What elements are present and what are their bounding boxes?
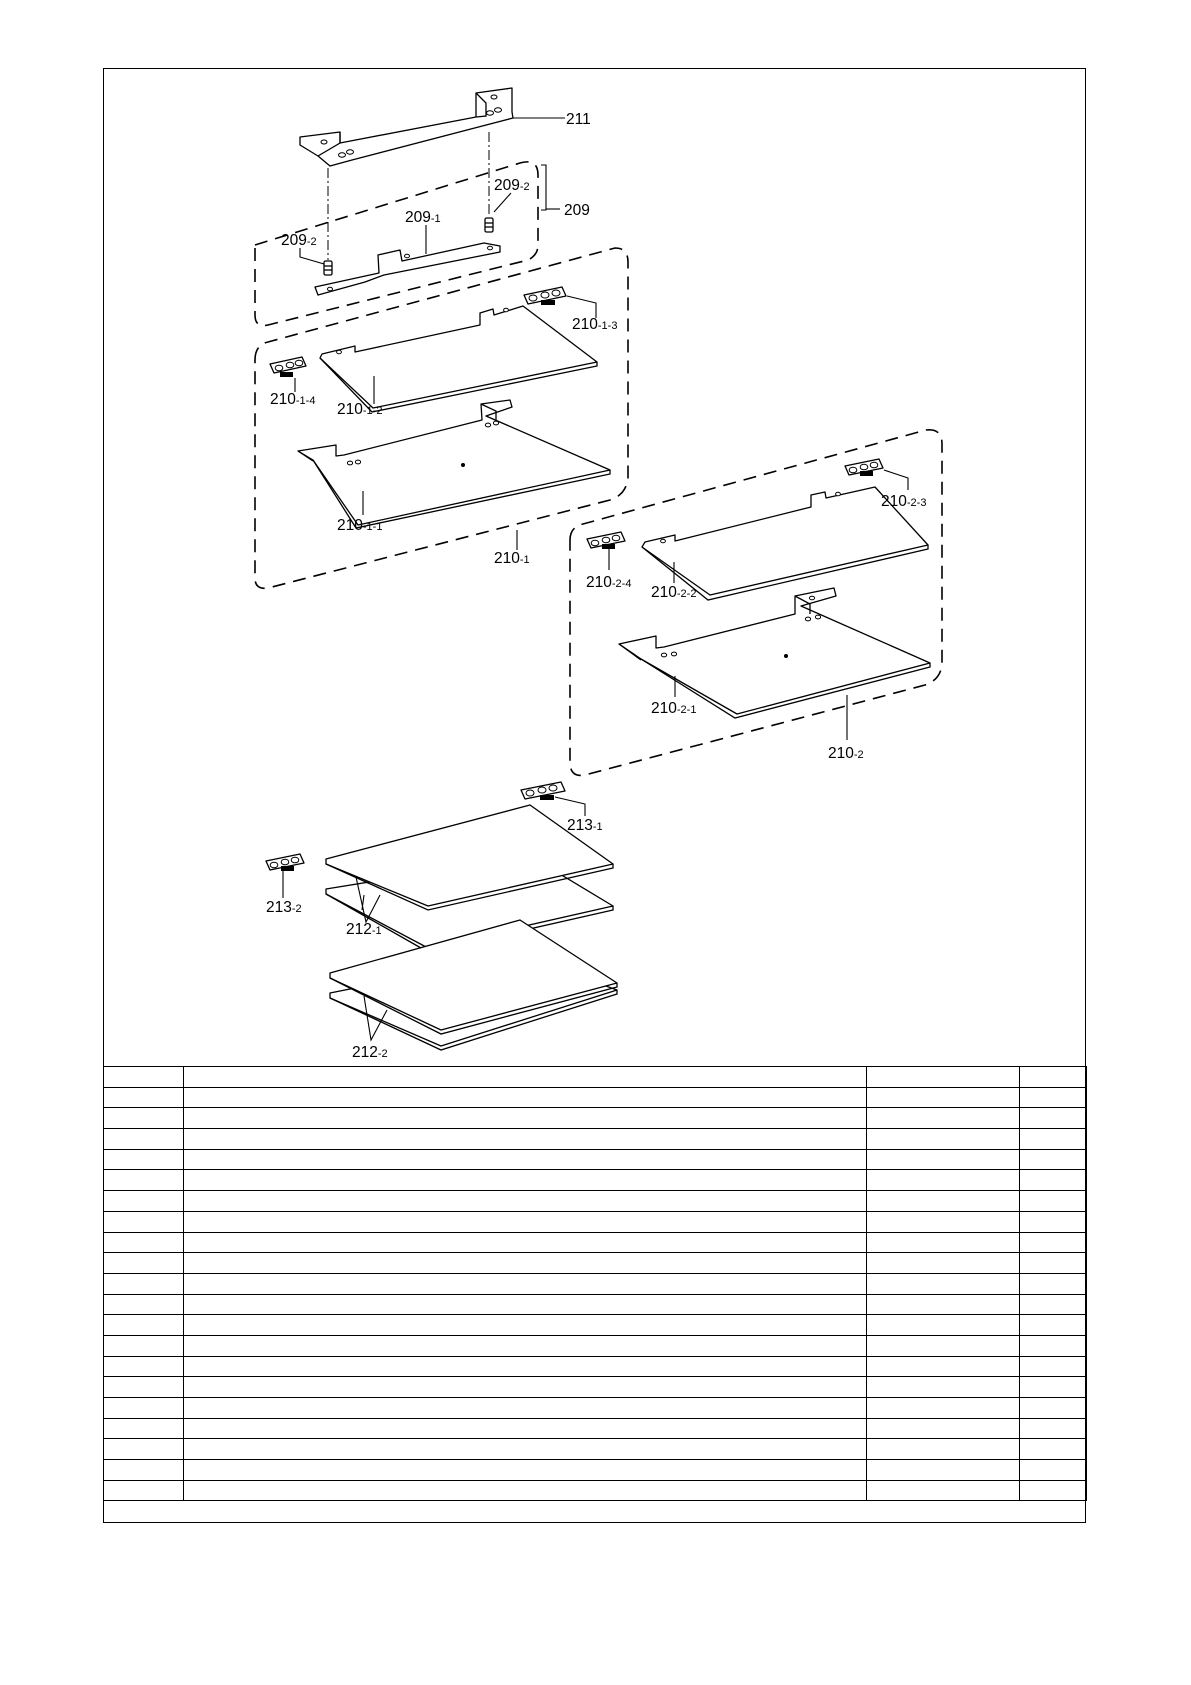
label-210-2-3: 210-2-3 xyxy=(881,493,927,510)
label-213-2: 213-2 xyxy=(266,899,302,916)
label-209-1: 209-1 xyxy=(405,209,441,226)
table-row xyxy=(104,1356,1087,1377)
table-cell xyxy=(184,1211,867,1232)
table-row xyxy=(104,1232,1087,1253)
table-cell xyxy=(184,1377,867,1398)
table-cell xyxy=(184,1480,867,1501)
table-cell xyxy=(1020,1253,1087,1274)
table-cell xyxy=(184,1439,867,1460)
table-cell xyxy=(1020,1335,1087,1356)
table-row xyxy=(104,1108,1087,1129)
table-cell xyxy=(867,1253,1020,1274)
table-cell xyxy=(1020,1480,1087,1501)
part-210-1-group xyxy=(255,248,628,588)
table-row xyxy=(104,1170,1087,1191)
table-row xyxy=(104,1273,1087,1294)
table-row xyxy=(104,1253,1087,1274)
table-cell xyxy=(184,1356,867,1377)
table-cell xyxy=(1020,1273,1087,1294)
label-209-2-right: 209-2 xyxy=(494,177,530,194)
label-210-1-2: 210-1-2 xyxy=(337,401,383,418)
table-row xyxy=(104,1480,1087,1501)
table-cell xyxy=(1020,1067,1087,1088)
table-cell xyxy=(184,1232,867,1253)
label-209: 209 xyxy=(564,202,590,219)
label-210-1-3: 210-1-3 xyxy=(572,316,618,333)
table-cell xyxy=(867,1232,1020,1253)
table-cell xyxy=(184,1149,867,1170)
table-cell xyxy=(104,1191,184,1212)
table-cell xyxy=(104,1149,184,1170)
table-cell xyxy=(1020,1377,1087,1398)
table-cell xyxy=(184,1253,867,1274)
table-cell xyxy=(867,1460,1020,1481)
table-row xyxy=(104,1087,1087,1108)
table-cell xyxy=(1020,1108,1087,1129)
table-cell xyxy=(184,1087,867,1108)
table-cell xyxy=(104,1335,184,1356)
label-210-1-1: 210-1-1 xyxy=(337,517,383,534)
table-cell xyxy=(104,1170,184,1191)
table-cell xyxy=(184,1170,867,1191)
table-cell xyxy=(104,1356,184,1377)
table-row xyxy=(104,1460,1087,1481)
label-210-2-2: 210-2-2 xyxy=(651,584,697,601)
table-cell xyxy=(1020,1294,1087,1315)
table-cell xyxy=(867,1315,1020,1336)
table-cell xyxy=(104,1087,184,1108)
table-cell xyxy=(184,1108,867,1129)
table-cell xyxy=(104,1439,184,1460)
table-cell xyxy=(104,1377,184,1398)
table-row xyxy=(104,1129,1087,1150)
table-cell xyxy=(867,1439,1020,1460)
table-row xyxy=(104,1191,1087,1212)
table-cell xyxy=(104,1067,184,1088)
table-cell xyxy=(867,1418,1020,1439)
table-cell xyxy=(1020,1356,1087,1377)
table-cell xyxy=(867,1398,1020,1419)
table-cell xyxy=(1020,1398,1087,1419)
table-cell xyxy=(867,1377,1020,1398)
table-cell xyxy=(867,1273,1020,1294)
table-cell xyxy=(184,1191,867,1212)
table-cell xyxy=(1020,1087,1087,1108)
table-cell xyxy=(867,1108,1020,1129)
table-cell xyxy=(1020,1439,1087,1460)
table-cell xyxy=(1020,1170,1087,1191)
table-cell xyxy=(867,1335,1020,1356)
label-210-1: 210-1 xyxy=(494,550,530,567)
table-cell xyxy=(104,1398,184,1419)
table-cell xyxy=(184,1418,867,1439)
table-cell xyxy=(1020,1418,1087,1439)
table-cell xyxy=(867,1211,1020,1232)
table-cell xyxy=(1020,1129,1087,1150)
table-cell xyxy=(1020,1460,1087,1481)
table-cell xyxy=(104,1418,184,1439)
table-cell xyxy=(104,1253,184,1274)
table-cell xyxy=(104,1294,184,1315)
table-cell xyxy=(104,1480,184,1501)
table-cell xyxy=(867,1067,1020,1088)
table-cell xyxy=(867,1356,1020,1377)
table-cell xyxy=(104,1460,184,1481)
table-cell xyxy=(104,1129,184,1150)
label-210-2-1: 210-2-1 xyxy=(651,700,697,717)
table-row xyxy=(104,1211,1087,1232)
table-row xyxy=(104,1398,1087,1419)
table-cell xyxy=(867,1191,1020,1212)
table-cell xyxy=(867,1294,1020,1315)
part-212-2-sheets xyxy=(330,920,617,1050)
table-cell xyxy=(104,1273,184,1294)
table-cell xyxy=(867,1087,1020,1108)
table-cell xyxy=(1020,1191,1087,1212)
part-210-2-group xyxy=(570,430,942,776)
table-row xyxy=(104,1418,1087,1439)
table-cell xyxy=(867,1170,1020,1191)
table-row xyxy=(104,1294,1087,1315)
table-cell xyxy=(867,1149,1020,1170)
table-cell xyxy=(184,1398,867,1419)
table-row xyxy=(104,1377,1087,1398)
table-cell xyxy=(104,1315,184,1336)
parts-list-table xyxy=(103,1066,1087,1501)
table-cell xyxy=(1020,1315,1087,1336)
table-cell xyxy=(184,1315,867,1336)
table-cell xyxy=(104,1232,184,1253)
label-210-1-4: 210-1-4 xyxy=(270,391,316,408)
table-cell xyxy=(867,1480,1020,1501)
table-row xyxy=(104,1335,1087,1356)
table-cell xyxy=(184,1335,867,1356)
table-cell xyxy=(1020,1211,1087,1232)
table-cell xyxy=(184,1294,867,1315)
table-cell xyxy=(1020,1232,1087,1253)
table-cell xyxy=(184,1067,867,1088)
table-cell xyxy=(184,1460,867,1481)
table-cell xyxy=(184,1273,867,1294)
table-row xyxy=(104,1067,1087,1088)
table-row xyxy=(104,1315,1087,1336)
label-210-2: 210-2 xyxy=(828,745,864,762)
table-cell xyxy=(1020,1149,1087,1170)
part-211-bracket xyxy=(300,88,565,166)
label-212-2: 212-2 xyxy=(352,1044,388,1061)
label-211: 211 xyxy=(566,111,591,128)
table-cell xyxy=(104,1211,184,1232)
label-212-1: 212-1 xyxy=(346,921,382,938)
label-213-1: 213-1 xyxy=(567,817,603,834)
table-cell xyxy=(867,1129,1020,1150)
label-210-2-4: 210-2-4 xyxy=(586,574,632,591)
table-cell xyxy=(104,1108,184,1129)
table-cell xyxy=(184,1129,867,1150)
table-row xyxy=(104,1439,1087,1460)
label-209-2-left: 209-2 xyxy=(281,232,317,249)
table-row xyxy=(104,1149,1087,1170)
